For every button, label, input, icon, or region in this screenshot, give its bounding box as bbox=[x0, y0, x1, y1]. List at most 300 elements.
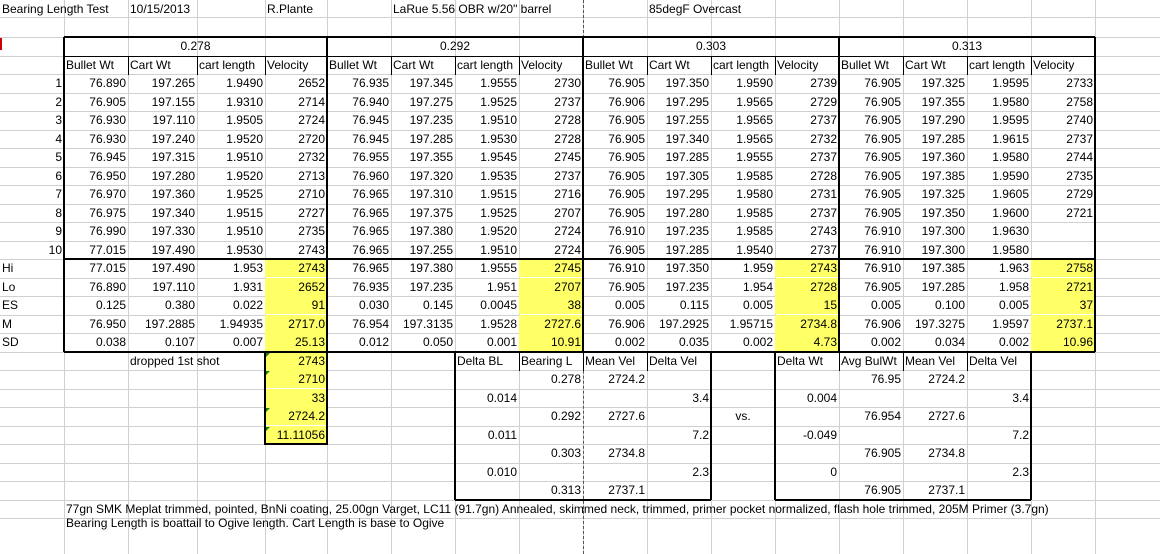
row-number[interactable]: 1 bbox=[55, 76, 62, 90]
data-cell[interactable]: 76.965 bbox=[352, 224, 389, 238]
stat-cell[interactable]: 0.0045 bbox=[480, 298, 517, 312]
data-cell[interactable]: 2710 bbox=[298, 187, 325, 201]
data-cell[interactable]: 1.9520 bbox=[480, 224, 517, 238]
data-cell[interactable]: 76.905 bbox=[608, 187, 645, 201]
row-number[interactable]: 6 bbox=[55, 169, 62, 183]
data-cell[interactable]: 197.275 bbox=[409, 95, 453, 109]
dropped-value[interactable]: 2743 bbox=[265, 352, 327, 370]
delta-wt-cell[interactable]: 2734.8 bbox=[928, 446, 965, 460]
data-cell[interactable]: 1.9525 bbox=[480, 206, 517, 220]
vs-label[interactable]: vs. bbox=[735, 409, 751, 423]
data-cell[interactable]: 1.9525 bbox=[480, 95, 517, 109]
data-cell[interactable]: 2728 bbox=[554, 132, 581, 146]
bearing-header[interactable]: 0.278 bbox=[180, 39, 211, 53]
data-cell[interactable]: 76.905 bbox=[864, 132, 901, 146]
column-header[interactable]: cart length bbox=[199, 58, 256, 72]
delta-wt-cell[interactable]: 7.2 bbox=[1012, 428, 1029, 442]
column-header[interactable]: cart length bbox=[713, 58, 770, 72]
stat-cell[interactable]: 2737.1 bbox=[1031, 315, 1095, 333]
delta-bl-cell[interactable]: 2734.8 bbox=[608, 446, 645, 460]
delta-wt-header[interactable]: Delta Wt bbox=[777, 354, 824, 368]
data-cell[interactable]: 1.9310 bbox=[226, 95, 263, 109]
data-cell[interactable]: 2735 bbox=[298, 224, 325, 238]
data-cell[interactable]: 2727 bbox=[298, 206, 325, 220]
data-cell[interactable]: 76.905 bbox=[864, 206, 901, 220]
dropped-label[interactable]: dropped 1st shot bbox=[130, 354, 220, 368]
data-cell[interactable]: 76.905 bbox=[89, 95, 126, 109]
data-cell[interactable]: 197.350 bbox=[921, 206, 965, 220]
data-cell[interactable]: 76.910 bbox=[608, 224, 645, 238]
data-cell[interactable]: 197.235 bbox=[409, 113, 453, 127]
stat-cell[interactable]: 76.906 bbox=[608, 317, 645, 331]
stat-cell[interactable]: 1.931 bbox=[232, 280, 263, 294]
stat-cell[interactable]: 0.050 bbox=[422, 335, 453, 349]
stat-cell[interactable]: 2743 bbox=[265, 259, 327, 277]
delta-bl-cell[interactable]: 7.2 bbox=[692, 428, 709, 442]
delta-bl-cell[interactable]: 0.313 bbox=[550, 483, 581, 497]
column-header[interactable]: Cart Wt bbox=[905, 58, 946, 72]
column-header[interactable]: Velocity bbox=[521, 58, 563, 72]
data-cell[interactable]: 76.905 bbox=[864, 187, 901, 201]
data-cell[interactable]: 76.905 bbox=[608, 243, 645, 257]
data-cell[interactable]: 1.9580 bbox=[992, 150, 1029, 164]
stat-cell[interactable]: 76.905 bbox=[864, 280, 901, 294]
data-cell[interactable]: 1.9565 bbox=[736, 95, 773, 109]
data-cell[interactable]: 76.905 bbox=[864, 113, 901, 127]
column-header[interactable]: Cart Wt bbox=[649, 58, 690, 72]
data-cell[interactable]: 1.9555 bbox=[480, 76, 517, 90]
column-header[interactable]: Bullet Wt bbox=[585, 58, 634, 72]
data-cell[interactable]: 76.935 bbox=[352, 76, 389, 90]
stat-cell[interactable]: 10.91 bbox=[519, 333, 583, 351]
data-cell[interactable]: 1.9520 bbox=[226, 132, 263, 146]
data-cell[interactable] bbox=[1031, 222, 1095, 240]
data-cell[interactable]: 197.265 bbox=[151, 76, 195, 90]
data-cell[interactable]: 76.955 bbox=[352, 150, 389, 164]
stat-cell[interactable]: 197.385 bbox=[921, 261, 965, 275]
data-cell[interactable]: 2740 bbox=[1066, 113, 1093, 127]
data-cell[interactable]: 1.9515 bbox=[480, 187, 517, 201]
delta-bl-cell[interactable]: 2737.1 bbox=[608, 483, 645, 497]
column-header[interactable]: Bullet Wt bbox=[66, 58, 115, 72]
data-cell[interactable]: 2739 bbox=[810, 76, 837, 90]
data-cell[interactable]: 76.905 bbox=[608, 113, 645, 127]
stat-cell[interactable]: 0.002 bbox=[870, 335, 901, 349]
delta-wt-cell[interactable]: 76.905 bbox=[864, 446, 901, 460]
stat-cell[interactable]: 1.954 bbox=[742, 280, 773, 294]
data-cell[interactable]: 2737 bbox=[810, 243, 837, 257]
stat-cell[interactable]: 1.9555 bbox=[480, 261, 517, 275]
delta-wt-cell[interactable]: 0 bbox=[830, 465, 837, 479]
dropped-value[interactable]: 2724.2 bbox=[265, 407, 327, 425]
data-cell[interactable]: 1.9565 bbox=[736, 113, 773, 127]
bearing-header[interactable]: 0.303 bbox=[695, 39, 727, 53]
stat-cell[interactable]: 197.350 bbox=[665, 261, 709, 275]
delta-bl-cell[interactable]: 0.278 bbox=[550, 372, 581, 386]
data-cell[interactable]: 1.9580 bbox=[992, 95, 1029, 109]
data-cell[interactable]: 2737 bbox=[810, 206, 837, 220]
stat-cell[interactable]: 0.005 bbox=[870, 298, 901, 312]
data-cell[interactable]: 197.350 bbox=[665, 76, 709, 90]
data-cell[interactable]: 197.315 bbox=[151, 150, 195, 164]
delta-bl-cell[interactable]: 0.303 bbox=[550, 446, 581, 460]
stat-label[interactable]: Hi bbox=[2, 261, 14, 275]
stat-cell[interactable]: 76.890 bbox=[89, 280, 126, 294]
delta-bl-cell[interactable]: 2727.6 bbox=[608, 409, 645, 423]
delta-bl-header[interactable]: Mean Vel bbox=[585, 354, 636, 368]
stat-cell[interactable]: 0.145 bbox=[422, 298, 453, 312]
stat-cell[interactable]: 0.002 bbox=[742, 335, 773, 349]
data-cell[interactable]: 197.340 bbox=[665, 132, 709, 146]
data-cell[interactable]: 2707 bbox=[554, 206, 581, 220]
data-cell[interactable]: 197.330 bbox=[151, 224, 195, 238]
stat-cell[interactable]: 76.906 bbox=[864, 317, 901, 331]
data-cell[interactable]: 76.950 bbox=[89, 169, 126, 183]
delta-wt-cell[interactable]: 2.3 bbox=[1012, 465, 1029, 479]
data-cell[interactable]: 1.9515 bbox=[226, 206, 263, 220]
delta-bl-cell[interactable]: 0.011 bbox=[487, 428, 517, 442]
stat-label[interactable]: Lo bbox=[2, 280, 16, 294]
stat-cell[interactable]: 197.2925 bbox=[658, 317, 709, 331]
stat-cell[interactable]: 91 bbox=[265, 296, 327, 314]
data-cell[interactable]: 76.990 bbox=[89, 224, 126, 238]
data-cell[interactable]: 197.295 bbox=[665, 95, 709, 109]
data-cell[interactable]: 1.9585 bbox=[736, 206, 773, 220]
data-cell[interactable]: 1.9540 bbox=[736, 243, 773, 257]
stat-cell[interactable]: 1.958 bbox=[998, 280, 1029, 294]
delta-bl-cell[interactable]: 0.010 bbox=[486, 465, 517, 479]
column-header[interactable]: Velocity bbox=[267, 58, 309, 72]
stat-cell[interactable]: 0.115 bbox=[679, 298, 709, 312]
data-cell[interactable]: 76.945 bbox=[352, 132, 389, 146]
data-cell[interactable]: 2737 bbox=[554, 169, 581, 183]
delta-wt-cell[interactable]: 76.905 bbox=[864, 483, 901, 497]
data-cell[interactable]: 2737 bbox=[810, 150, 837, 164]
dropped-value[interactable]: 33 bbox=[265, 389, 327, 407]
data-cell[interactable]: 2713 bbox=[298, 169, 325, 183]
data-cell[interactable]: 76.905 bbox=[608, 76, 645, 90]
data-cell[interactable]: 1.9585 bbox=[736, 224, 773, 238]
stat-cell[interactable]: 0.034 bbox=[934, 335, 965, 349]
delta-bl-header[interactable]: Delta Vel bbox=[649, 354, 698, 368]
delta-wt-header[interactable]: Mean Vel bbox=[905, 354, 956, 368]
data-cell[interactable]: 197.355 bbox=[921, 95, 965, 109]
stat-cell[interactable]: 2728 bbox=[775, 278, 839, 296]
header-title[interactable]: Bearing Length Test bbox=[2, 2, 109, 16]
data-cell[interactable]: 2729 bbox=[810, 95, 837, 109]
data-cell[interactable]: 197.285 bbox=[409, 132, 453, 146]
data-cell[interactable]: 1.9600 bbox=[992, 206, 1029, 220]
data-cell[interactable]: 2737 bbox=[810, 113, 837, 127]
data-cell[interactable]: 76.910 bbox=[864, 243, 901, 257]
stat-cell[interactable]: 76.950 bbox=[89, 317, 126, 331]
data-cell[interactable]: 197.255 bbox=[665, 113, 709, 127]
row-number[interactable]: 10 bbox=[48, 243, 62, 257]
data-cell[interactable]: 197.300 bbox=[921, 224, 965, 238]
stat-cell[interactable]: 2707 bbox=[519, 278, 583, 296]
data-cell[interactable]: 197.355 bbox=[409, 150, 453, 164]
data-cell[interactable]: 197.285 bbox=[665, 150, 709, 164]
delta-bl-header[interactable]: Bearing L bbox=[521, 354, 573, 368]
delta-wt-cell[interactable]: 76.95 bbox=[870, 372, 901, 386]
data-cell[interactable]: 76.945 bbox=[352, 113, 389, 127]
stat-cell[interactable]: 0.030 bbox=[358, 298, 389, 312]
data-cell[interactable]: 76.905 bbox=[608, 150, 645, 164]
data-cell[interactable]: 2733 bbox=[1066, 76, 1093, 90]
stat-cell[interactable]: 4.73 bbox=[775, 333, 839, 351]
data-cell[interactable]: 2730 bbox=[554, 76, 581, 90]
stat-cell[interactable]: 0.001 bbox=[486, 335, 517, 349]
stat-label[interactable]: SD bbox=[2, 335, 19, 349]
row-number[interactable]: 9 bbox=[55, 224, 62, 238]
stat-cell[interactable]: 0.005 bbox=[998, 298, 1029, 312]
stat-cell[interactable]: 0.038 bbox=[95, 335, 126, 349]
stat-cell[interactable]: 76.910 bbox=[864, 261, 901, 275]
delta-bl-cell[interactable]: 2724.2 bbox=[608, 372, 645, 386]
data-cell[interactable]: 197.155 bbox=[151, 95, 195, 109]
stat-cell[interactable]: 0.012 bbox=[358, 335, 389, 349]
stat-cell[interactable]: 0.005 bbox=[614, 298, 645, 312]
stat-cell[interactable]: 0.107 bbox=[164, 335, 195, 349]
stat-cell[interactable]: 197.110 bbox=[152, 280, 195, 294]
stat-cell[interactable]: 0.035 bbox=[678, 335, 709, 349]
data-cell[interactable]: 2735 bbox=[1066, 169, 1093, 183]
row-number[interactable]: 5 bbox=[55, 150, 62, 164]
data-cell[interactable]: 76.940 bbox=[352, 95, 389, 109]
data-cell[interactable]: 2716 bbox=[554, 187, 581, 201]
column-header[interactable]: Velocity bbox=[1033, 58, 1075, 72]
data-cell[interactable]: 2729 bbox=[1066, 187, 1093, 201]
footer-note-1[interactable]: 77gn SMK Meplat trimmed, pointed, BnNi coating, 25.00gn Varget, LC11 (91.7gn) Annealed, skimmed neck, trimmed, primer pocket normalized, flash hole trimmed, 205M Primer (3.7gn) bbox=[66, 502, 1049, 516]
data-cell[interactable]: 197.380 bbox=[409, 224, 453, 238]
data-cell[interactable]: 2728 bbox=[554, 113, 581, 127]
column-header[interactable]: Bullet Wt bbox=[329, 58, 378, 72]
data-cell[interactable]: 76.905 bbox=[608, 169, 645, 183]
data-cell[interactable]: 76.905 bbox=[864, 76, 901, 90]
data-cell[interactable]: 2721 bbox=[1066, 206, 1093, 220]
stat-cell[interactable]: 0.005 bbox=[742, 298, 773, 312]
data-cell[interactable]: 1.9510 bbox=[226, 150, 263, 164]
data-cell[interactable]: 1.9590 bbox=[736, 76, 773, 90]
data-cell[interactable]: 2745 bbox=[554, 150, 581, 164]
data-cell[interactable]: 76.965 bbox=[352, 243, 389, 257]
data-cell[interactable]: 1.9530 bbox=[480, 132, 517, 146]
data-cell[interactable]: 197.295 bbox=[665, 187, 709, 201]
stat-cell[interactable]: 0.002 bbox=[998, 335, 1029, 349]
data-cell[interactable]: 2732 bbox=[810, 132, 837, 146]
data-cell[interactable]: 76.945 bbox=[89, 150, 126, 164]
data-cell[interactable]: 1.9505 bbox=[226, 113, 263, 127]
data-cell[interactable]: 197.325 bbox=[921, 76, 965, 90]
stat-label[interactable]: ES bbox=[2, 298, 19, 312]
dropped-value[interactable]: 2710 bbox=[265, 370, 327, 388]
data-cell[interactable]: 1.9580 bbox=[736, 187, 773, 201]
stat-cell[interactable]: 2758 bbox=[1031, 259, 1095, 277]
row-number[interactable]: 7 bbox=[55, 187, 62, 201]
stat-cell[interactable]: 197.235 bbox=[665, 280, 709, 294]
data-cell[interactable]: 2743 bbox=[298, 243, 325, 257]
data-cell[interactable]: 1.9520 bbox=[226, 169, 263, 183]
stat-cell[interactable]: 1.953 bbox=[232, 261, 263, 275]
stat-cell[interactable]: 2652 bbox=[265, 278, 327, 296]
data-cell[interactable]: 76.965 bbox=[352, 206, 389, 220]
stat-cell[interactable]: 197.380 bbox=[409, 261, 453, 275]
column-header[interactable]: Cart Wt bbox=[130, 58, 171, 72]
column-header[interactable]: cart length bbox=[969, 58, 1026, 72]
data-cell[interactable]: 197.305 bbox=[665, 169, 709, 183]
delta-wt-header[interactable]: Delta Vel bbox=[969, 354, 1018, 368]
stat-cell[interactable]: 2734.8 bbox=[775, 315, 839, 333]
data-cell[interactable]: 1.9535 bbox=[480, 169, 517, 183]
data-cell[interactable]: 197.360 bbox=[151, 187, 195, 201]
data-cell[interactable]: 76.930 bbox=[89, 113, 126, 127]
stat-cell[interactable]: 0.022 bbox=[232, 298, 263, 312]
delta-wt-cell[interactable]: 2737.1 bbox=[928, 483, 965, 497]
data-cell[interactable]: 197.310 bbox=[409, 187, 453, 201]
stat-cell[interactable]: 25.13 bbox=[265, 333, 327, 351]
stat-cell[interactable]: 197.235 bbox=[409, 280, 453, 294]
data-cell[interactable]: 76.905 bbox=[864, 95, 901, 109]
data-cell[interactable]: 1.9545 bbox=[480, 150, 517, 164]
stat-cell[interactable]: 197.490 bbox=[151, 261, 195, 275]
stat-cell[interactable]: 1.9528 bbox=[480, 317, 517, 331]
delta-wt-header[interactable]: Avg BulWt bbox=[841, 354, 897, 368]
data-cell[interactable]: 1.9585 bbox=[736, 169, 773, 183]
data-cell[interactable]: 197.290 bbox=[921, 113, 965, 127]
stat-cell[interactable]: 76.954 bbox=[352, 317, 389, 331]
stat-cell[interactable]: 1.95715 bbox=[729, 317, 773, 331]
data-cell[interactable]: 76.965 bbox=[352, 187, 389, 201]
data-cell[interactable]: 2724 bbox=[298, 113, 325, 127]
data-cell[interactable]: 76.960 bbox=[352, 169, 389, 183]
data-cell[interactable]: 2737 bbox=[1066, 132, 1093, 146]
data-cell[interactable]: 76.905 bbox=[864, 169, 901, 183]
data-cell[interactable]: 1.9595 bbox=[992, 113, 1029, 127]
stat-cell[interactable]: 197.3275 bbox=[914, 317, 965, 331]
data-cell[interactable]: 1.9510 bbox=[226, 224, 263, 238]
stat-cell[interactable]: 76.905 bbox=[608, 280, 645, 294]
data-cell[interactable]: 2758 bbox=[1066, 95, 1093, 109]
data-cell[interactable]: 2724 bbox=[554, 243, 581, 257]
header-author[interactable]: R.Plante bbox=[267, 2, 314, 16]
data-cell[interactable]: 2743 bbox=[810, 224, 837, 238]
data-cell[interactable]: 2732 bbox=[298, 150, 325, 164]
data-cell[interactable]: 76.906 bbox=[608, 95, 645, 109]
data-cell[interactable]: 76.975 bbox=[89, 206, 126, 220]
data-cell[interactable]: 2724 bbox=[554, 224, 581, 238]
data-cell[interactable]: 197.255 bbox=[409, 243, 453, 257]
data-cell[interactable]: 2731 bbox=[810, 187, 837, 201]
delta-wt-cell[interactable]: 76.954 bbox=[864, 409, 901, 423]
data-cell[interactable] bbox=[1031, 241, 1095, 259]
stat-cell[interactable]: 10.96 bbox=[1031, 333, 1095, 351]
delta-wt-cell[interactable]: -0.049 bbox=[802, 428, 837, 442]
data-cell[interactable]: 2737 bbox=[554, 95, 581, 109]
stat-cell[interactable]: 76.910 bbox=[608, 261, 645, 275]
data-cell[interactable]: 76.890 bbox=[89, 76, 126, 90]
data-cell[interactable]: 76.905 bbox=[608, 132, 645, 146]
column-header[interactable]: Bullet Wt bbox=[841, 58, 890, 72]
stat-cell[interactable]: 76.965 bbox=[352, 261, 389, 275]
stat-cell[interactable]: 1.94935 bbox=[219, 317, 263, 331]
dropped-value[interactable]: 11.11056 bbox=[265, 426, 327, 444]
stat-cell[interactable]: 2721 bbox=[1031, 278, 1095, 296]
stat-cell[interactable]: 197.285 bbox=[921, 280, 965, 294]
stat-cell[interactable]: 37 bbox=[1031, 296, 1095, 314]
data-cell[interactable]: 76.905 bbox=[864, 150, 901, 164]
stat-cell[interactable]: 2727.6 bbox=[519, 315, 583, 333]
stat-cell[interactable]: 1.951 bbox=[486, 280, 517, 294]
row-number[interactable]: 4 bbox=[55, 132, 62, 146]
data-cell[interactable]: 197.300 bbox=[921, 243, 965, 257]
stat-cell[interactable]: 0.100 bbox=[934, 298, 965, 312]
stat-cell[interactable]: 2745 bbox=[519, 259, 583, 277]
stat-label[interactable]: M bbox=[2, 317, 12, 331]
delta-wt-cell[interactable]: 0.004 bbox=[806, 391, 837, 405]
stat-cell[interactable]: 2717.0 bbox=[265, 315, 327, 333]
header-weather[interactable]: 85degF Overcast bbox=[649, 2, 742, 16]
data-cell[interactable]: 76.910 bbox=[864, 224, 901, 238]
data-cell[interactable]: 2720 bbox=[298, 132, 325, 146]
data-cell[interactable]: 197.490 bbox=[151, 243, 195, 257]
header-date[interactable]: 10/15/2013 bbox=[130, 2, 191, 16]
delta-bl-cell[interactable]: 3.4 bbox=[692, 391, 709, 405]
stat-cell[interactable]: 15 bbox=[775, 296, 839, 314]
data-cell[interactable]: 1.9615 bbox=[992, 132, 1029, 146]
data-cell[interactable]: 197.280 bbox=[151, 169, 195, 183]
row-number[interactable]: 8 bbox=[55, 206, 62, 220]
delta-bl-cell[interactable]: 0.014 bbox=[486, 391, 517, 405]
data-cell[interactable]: 197.285 bbox=[921, 132, 965, 146]
stat-cell[interactable]: 197.3135 bbox=[402, 317, 453, 331]
column-header[interactable]: Cart Wt bbox=[393, 58, 434, 72]
stat-cell[interactable]: 197.2885 bbox=[144, 317, 195, 331]
data-cell[interactable]: 2744 bbox=[1066, 150, 1093, 164]
data-cell[interactable]: 2728 bbox=[810, 169, 837, 183]
row-number[interactable]: 2 bbox=[55, 95, 62, 109]
footer-note-2[interactable]: Bearing Length is boattail to Ogive length. Cart Length is base to Ogive bbox=[66, 516, 445, 530]
stat-cell[interactable]: 0.007 bbox=[232, 335, 263, 349]
data-cell[interactable]: 76.970 bbox=[89, 187, 126, 201]
data-cell[interactable]: 77.015 bbox=[89, 243, 126, 257]
stat-cell[interactable]: 1.959 bbox=[742, 261, 773, 275]
delta-bl-cell[interactable]: 2.3 bbox=[692, 465, 709, 479]
data-cell[interactable]: 197.235 bbox=[665, 224, 709, 238]
data-cell[interactable]: 2652 bbox=[298, 76, 325, 90]
column-header[interactable]: Velocity bbox=[777, 58, 819, 72]
data-cell[interactable]: 1.9555 bbox=[736, 150, 773, 164]
data-cell[interactable]: 1.9595 bbox=[992, 76, 1029, 90]
data-cell[interactable]: 197.375 bbox=[409, 206, 453, 220]
bearing-header[interactable]: 0.313 bbox=[951, 39, 983, 53]
data-cell[interactable]: 1.9510 bbox=[480, 113, 517, 127]
data-cell[interactable]: 197.320 bbox=[409, 169, 453, 183]
data-cell[interactable]: 2714 bbox=[298, 95, 325, 109]
data-cell[interactable]: 197.110 bbox=[152, 113, 195, 127]
data-cell[interactable]: 76.905 bbox=[608, 206, 645, 220]
data-cell[interactable]: 197.240 bbox=[151, 132, 195, 146]
data-cell[interactable]: 1.9490 bbox=[226, 76, 263, 90]
stat-cell[interactable]: 1.9597 bbox=[992, 317, 1029, 331]
delta-wt-cell[interactable]: 3.4 bbox=[1012, 391, 1029, 405]
row-number[interactable]: 3 bbox=[55, 113, 62, 127]
data-cell[interactable]: 197.280 bbox=[665, 206, 709, 220]
data-cell[interactable]: 1.9510 bbox=[480, 243, 517, 257]
delta-wt-cell[interactable]: 2727.6 bbox=[928, 409, 965, 423]
data-cell[interactable]: 197.340 bbox=[151, 206, 195, 220]
data-cell[interactable]: 1.9565 bbox=[736, 132, 773, 146]
delta-bl-header[interactable]: Delta BL bbox=[457, 354, 504, 368]
